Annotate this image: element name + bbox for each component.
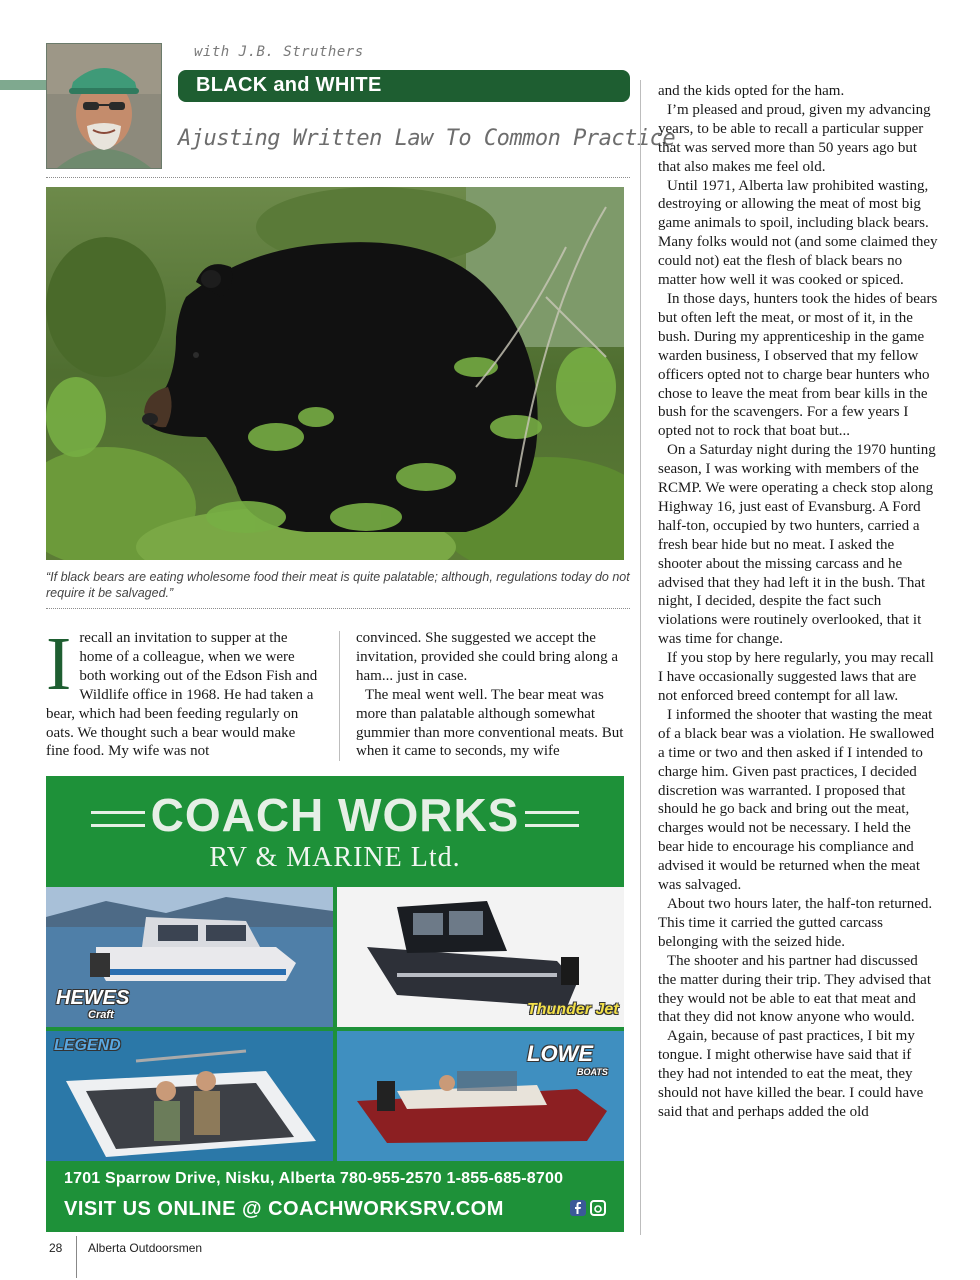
column-title: BLACK and WHITE bbox=[196, 74, 382, 96]
ad-logo bbox=[46, 788, 624, 842]
ad-subtitle: RV & MARINE Ltd. bbox=[209, 842, 461, 873]
intro-right-paragraph: convinced. She suggested we accept the invitation, provided she could bring along a ham... just in case. bbox=[356, 630, 619, 684]
brand-hewes: HEWES bbox=[56, 987, 130, 1009]
drop-cap: I bbox=[46, 622, 72, 706]
article-paragraph: Until 1971, Alberta law prohibited wasting, destroying or allowing the meat of most big game animals to spoil, including black bears. Many folks would not (and some claimed they could not) eat the flesh of black bears no matter how well it was cooked or spiced. bbox=[658, 177, 938, 289]
article-paragraph: In those days, hunters took the hides of bears but often left the meat, or most of it, in the bush. During my apprenticeship in the game warden business, I observed that my fellow officers opted not to charge bear hunters who chose to leave the meat from bear kills in the bush for the scavengers. For a few years I opted not to rock that boat but... bbox=[658, 290, 938, 440]
ad-website[interactable]: VISIT US ONLINE @ COACHWORKSRV.COM bbox=[64, 1198, 504, 1220]
intro-right-paragraph: The meal went well. The bear meat was more than palatable although somewhat gummier than more conventional meats. But when it came to seconds, my wife bbox=[356, 686, 624, 760]
column-title-banner bbox=[178, 70, 630, 102]
divider-caption bbox=[46, 608, 630, 609]
divider-top bbox=[46, 177, 630, 178]
article-paragraph: On a Saturday night during the 1970 hunting season, I was working with members of the RCMP. We were operating a check stop along Highway 16, just east of Evansburg. A Ford half-ton, occupied by two hunters, carried a fresh bear hide but no meat. I asked the shooter about the missing carcass and he advised that they had left it in the bush. That night, I decided, despite the fact such violations were routinely overlooked, that it was time for change. bbox=[658, 442, 936, 648]
left-accent-bar bbox=[0, 80, 46, 90]
facebook-icon[interactable] bbox=[570, 1200, 586, 1216]
publication-name: Alberta Outdoorsmen bbox=[88, 1241, 203, 1255]
article-paragraph: and the kids opted for the ham. bbox=[658, 83, 845, 99]
ad-title: COACH WORKS bbox=[150, 789, 520, 841]
ad-address-phone: 1701 Sparrow Drive, Nisku, Alberta 780-955-2570 1-855-685-8700 bbox=[64, 1170, 564, 1187]
article-paragraph: I informed the shooter that wasting the meat of a black bear was a violation. He swallowed a time or two and then asked if I intended to charge him. Given past practices, I decided discretion was warranted. I proposed that should he go back and bring out the meat, charges would not be necessary. I held the bear hide to encourage his compliance and advised it would be returned when the meat was salvaged. bbox=[658, 706, 935, 894]
article-paragraph: I’m pleased and proud, given my advancing years, to be able to recall a particular supper that was served more than 50 years ago but that also makes me feel old. bbox=[658, 101, 931, 175]
article-headline: Ajusting Written Law To Common Practice bbox=[178, 126, 676, 151]
article-paragraph: The shooter and his partner had discussed the matter during their trip. They advised that they would not be able to eat that meat and that they did not know anyone who would. bbox=[658, 952, 931, 1026]
ad-photo-legend bbox=[46, 1031, 333, 1161]
ad-photo-lowe bbox=[337, 1031, 624, 1161]
coach-works-advertisement[interactable] bbox=[46, 776, 624, 1232]
brand-hewes-craft: Craft bbox=[88, 1009, 114, 1021]
article-paragraph: Again, because of past practices, I bit my tongue. I might otherwise have said that if they had not intended to eat the meat, they should not have killed the bear. I could have said that and perhaps added the old bbox=[658, 1028, 924, 1120]
page-number: 28 bbox=[49, 1241, 63, 1255]
column-byline: with J.B. Struthers bbox=[194, 44, 364, 60]
ad-photo-hewes bbox=[46, 887, 333, 1027]
ad-logo-stripes-right bbox=[525, 811, 579, 827]
photo-caption: “If black bears are eating wholesome food their meat is quite palatable; although, regulations today do not require it be salvaged.” bbox=[46, 570, 630, 600]
ad-photo-thunder-jet bbox=[337, 887, 624, 1027]
instagram-icon[interactable] bbox=[590, 1200, 606, 1216]
ad-logo-stripes-left bbox=[91, 811, 145, 827]
article-right-column bbox=[658, 82, 938, 1122]
column-rule bbox=[640, 80, 641, 1235]
bear-photo bbox=[46, 187, 624, 560]
brand-legend: LEGEND bbox=[54, 1037, 121, 1054]
footer-rule bbox=[76, 1236, 77, 1278]
article-intro-left bbox=[46, 622, 318, 761]
intro-column-divider bbox=[339, 631, 340, 761]
brand-thunder-jet: Thunder Jet bbox=[527, 1001, 619, 1018]
article-paragraph: About two hours later, the half-ton returned. This time it carried the gutted carcass belonging with the seized hide. bbox=[658, 895, 933, 950]
brand-lowe-boats: BOATS bbox=[577, 1067, 608, 1077]
brand-lowe: LOWE bbox=[527, 1041, 593, 1066]
article-intro-right bbox=[356, 629, 626, 761]
article-paragraph: If you stop by here regularly, you may recall I have occasionally suggested laws that are not enforced breed contempt for all law. bbox=[658, 650, 934, 704]
intro-paragraph: recall an invitation to supper at the home of a colleague, when we were both working out of the Edson Fish and Wildlife office in 1968. He had taken a bear, which had been feeding regularly on oats. We thought such a bear would make fine food. My wife was not bbox=[46, 630, 318, 760]
author-photo bbox=[46, 43, 162, 169]
